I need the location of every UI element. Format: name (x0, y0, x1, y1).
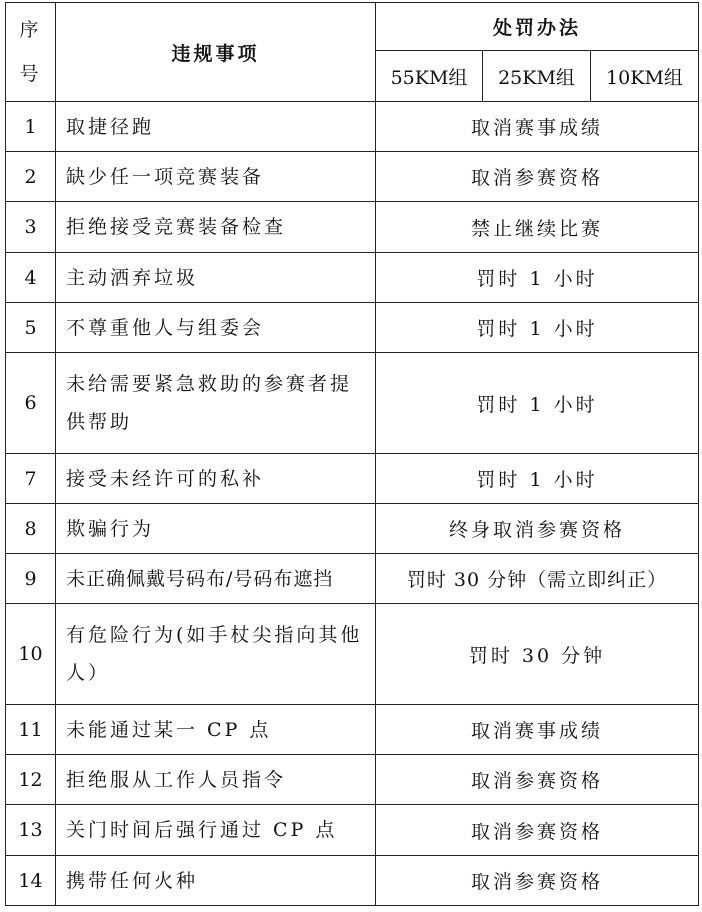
header-row-top (6, 3, 699, 51)
row-number: 14 (6, 856, 56, 906)
table-row (6, 152, 699, 202)
header-group-25km: 25KM组 (483, 51, 591, 102)
row-penalty: 取消赛事成绩 (376, 102, 699, 152)
row-penalty: 终身取消参赛资格 (376, 504, 699, 554)
row-penalty: 禁止继续比赛 (376, 202, 699, 253)
row-penalty: 罚时 30 分钟（需立即纠正） (376, 554, 699, 604)
row-number: 7 (6, 454, 56, 504)
row-item: 接受未经许可的私补 (56, 454, 376, 504)
row-number: 9 (6, 554, 56, 604)
row-penalty: 取消参赛资格 (376, 755, 699, 805)
table-row (6, 454, 699, 504)
row-penalty: 罚时 1 小时 (376, 454, 699, 504)
header-seq-top: 序 (19, 19, 42, 41)
row-number: 10 (6, 604, 56, 705)
header-seq (6, 3, 56, 102)
row-penalty: 取消参赛资格 (376, 856, 699, 906)
row-item: 未正确佩戴号码布/号码布遮挡 (56, 554, 376, 604)
row-item: 不尊重他人与组委会 (56, 303, 376, 353)
row-penalty: 取消参赛资格 (376, 805, 699, 856)
table-row (6, 856, 699, 906)
row-item: 取捷径跑 (56, 102, 376, 152)
table-row (6, 102, 699, 152)
row-number: 3 (6, 202, 56, 253)
row-item: 拒绝服从工作人员指令 (56, 755, 376, 805)
header-penalty: 处罚办法 (376, 3, 699, 51)
table-row (6, 705, 699, 755)
header-item: 违规事项 (56, 3, 376, 102)
row-number: 8 (6, 504, 56, 554)
row-number: 4 (6, 253, 56, 303)
row-number: 5 (6, 303, 56, 353)
row-number: 1 (6, 102, 56, 152)
row-number: 12 (6, 755, 56, 805)
table-row (6, 253, 699, 303)
row-number: 13 (6, 805, 56, 856)
row-number: 2 (6, 152, 56, 202)
row-penalty: 取消参赛资格 (376, 152, 699, 202)
row-item: 未给需要紧急救助的参赛者提供帮助 (56, 353, 376, 454)
header-seq-bottom: 号 (19, 63, 42, 85)
row-item: 有危险行为(如手杖尖指向其他人） (56, 604, 376, 705)
header-group-55km: 55KM组 (376, 51, 483, 102)
row-item: 关门时间后强行通过 CP 点 (56, 805, 376, 856)
row-item: 未能通过某一 CP 点 (56, 705, 376, 755)
table-row (6, 805, 699, 856)
row-item: 主动洒弃垃圾 (56, 253, 376, 303)
row-penalty: 罚时 1 小时 (376, 253, 699, 303)
table-row (6, 554, 699, 604)
row-item: 拒绝接受竞赛装备检查 (56, 202, 376, 253)
row-penalty: 罚时 1 小时 (376, 353, 699, 454)
header-group-10km: 10KM组 (591, 51, 699, 102)
row-item: 欺骗行为 (56, 504, 376, 554)
row-penalty: 取消赛事成绩 (376, 705, 699, 755)
table-row (6, 755, 699, 805)
row-item: 携带任何火种 (56, 856, 376, 906)
table-row (6, 202, 699, 253)
table-row (6, 504, 699, 554)
row-penalty: 罚时 30 分钟 (376, 604, 699, 705)
row-number: 6 (6, 353, 56, 454)
table-row (6, 303, 699, 353)
row-number: 11 (6, 705, 56, 755)
table-row (6, 604, 699, 705)
violation-penalty-table (5, 2, 699, 906)
row-penalty: 罚时 1 小时 (376, 303, 699, 353)
row-item: 缺少任一项竞赛装备 (56, 152, 376, 202)
table-row (6, 353, 699, 454)
